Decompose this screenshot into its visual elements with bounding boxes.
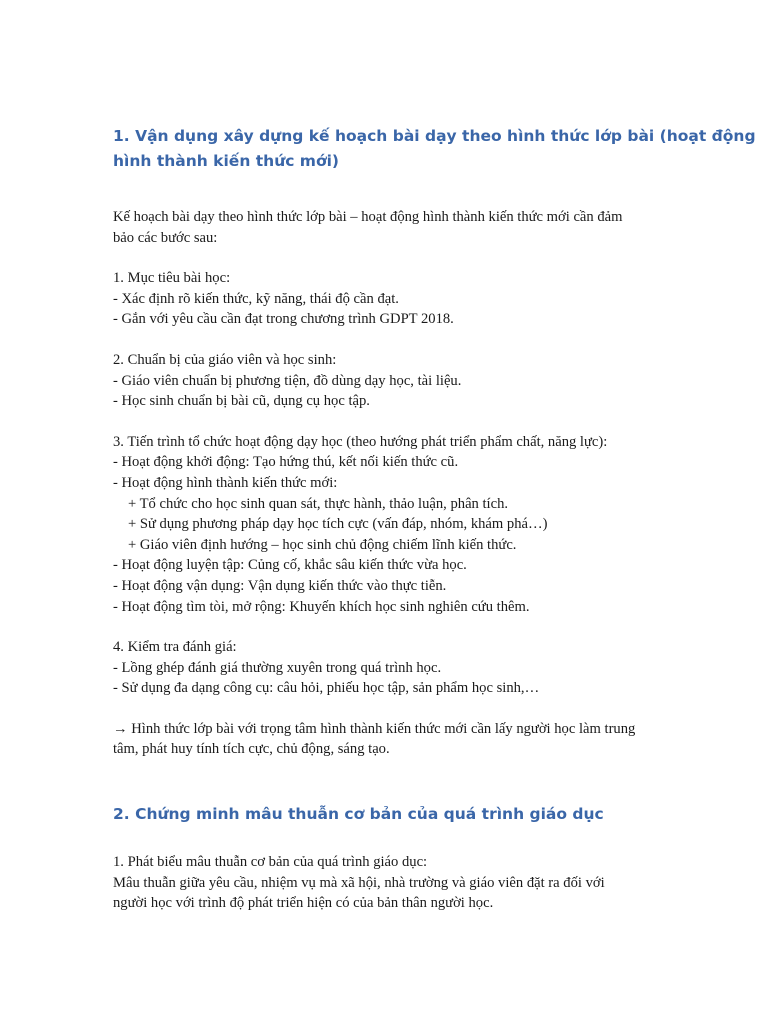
process-item: - Hoạt động vận dụng: Vận dụng kiến thức vào thực tiễn. <box>113 577 447 594</box>
assessment-item: - Sử dụng đa dạng công cụ: câu hỏi, phiếu học tập, sản phẩm học sinh,… <box>113 680 540 697</box>
process-item: - Hoạt động hình thành kiến thức mới: <box>113 474 338 491</box>
process-item: - Hoạt động tìm tòi, mở rộng: Khuyến khích học sinh nghiên cứu thêm. <box>113 598 530 615</box>
goals-item: - Gắn với yêu cầu cần đạt trong chương trình GDPT 2018. <box>113 311 454 328</box>
goals-item: - Xác định rõ kiến thức, kỹ năng, thái độ cần đạt. <box>113 290 399 307</box>
process-subitem: + Giáo viên định hướng – học sinh chủ động chiếm lĩnh kiến thức. <box>128 536 517 553</box>
statement-line1: Mâu thuẫn giữa yêu cầu, nhiệm vụ mà xã hội, nhà trường và giáo viên đặt ra đối với <box>113 874 605 891</box>
assessment-item: - Lồng ghép đánh giá thường xuyên trong quá trình học. <box>113 659 442 676</box>
section1-heading <box>113 124 756 174</box>
prep-item: - Học sinh chuẩn bị bài cũ, dụng cụ học tập. <box>113 393 370 410</box>
prep-item: - Giáo viên chuẩn bị phương tiện, đồ dùng dạy học, tài liệu. <box>113 372 462 389</box>
process-subitem: + Tổ chức cho học sinh quan sát, thực hành, thảo luận, phân tích. <box>128 495 509 512</box>
section1-heading-line2: hình thành kiến thức mới) <box>113 152 340 170</box>
conclusion <box>113 719 658 760</box>
process-title: 3. Tiến trình tổ chức hoạt động dạy học (theo hướng phát triển phẩm chất, năng lực): <box>113 433 608 450</box>
section2-heading-text: 2. Chứng minh mâu thuẫn cơ bản của quá trình giáo dục <box>113 805 604 824</box>
process-subitem: + Sử dụng phương pháp dạy học tích cực (vấn đáp, nhóm, khám phá…) <box>128 516 548 533</box>
process-item: - Hoạt động khởi động: Tạo hứng thú, kết nối kiến thức cũ. <box>113 454 459 471</box>
statement-title: 1. Phát biểu mâu thuẫn cơ bản của quá trình giáo dục: <box>113 854 428 871</box>
prep-title: 2. Chuẩn bị của giáo viên và học sinh: <box>113 351 337 368</box>
section2-heading <box>113 802 658 827</box>
conclusion-line2: tâm, phát huy tính tích cực, chủ động, sáng tạo. <box>113 741 390 758</box>
intro-line1: Kế hoạch bài dạy theo hình thức lớp bài – hoạt động hình thành kiến thức mới cần đảm <box>113 209 623 225</box>
conclusion-line1: → Hình thức lớp bài với trọng tâm hình thành kiến thức mới cần lấy người học làm trung <box>113 720 636 737</box>
goals-title: 1. Mục tiêu bài học: <box>113 270 231 287</box>
process-block <box>113 432 658 617</box>
prep-block <box>113 350 658 412</box>
intro-line2: bảo các bước sau: <box>113 229 218 246</box>
process-item: - Hoạt động luyện tập: Củng cố, khắc sâu kiến thức vừa học. <box>113 557 467 574</box>
assessment-block <box>113 637 658 699</box>
assessment-title: 4. Kiểm tra đánh giá: <box>113 639 237 656</box>
section1-intro <box>113 207 658 248</box>
document-page <box>113 124 756 914</box>
statement-line2: người học với trình độ phát triển hiện có của bản thân người học. <box>113 895 494 912</box>
goals-block <box>113 268 658 330</box>
statement-block <box>113 852 658 914</box>
section1-heading-line1: 1. Vận dụng xây dựng kế hoạch bài dạy theo hình thức lớp bài (hoạt động <box>113 127 756 145</box>
